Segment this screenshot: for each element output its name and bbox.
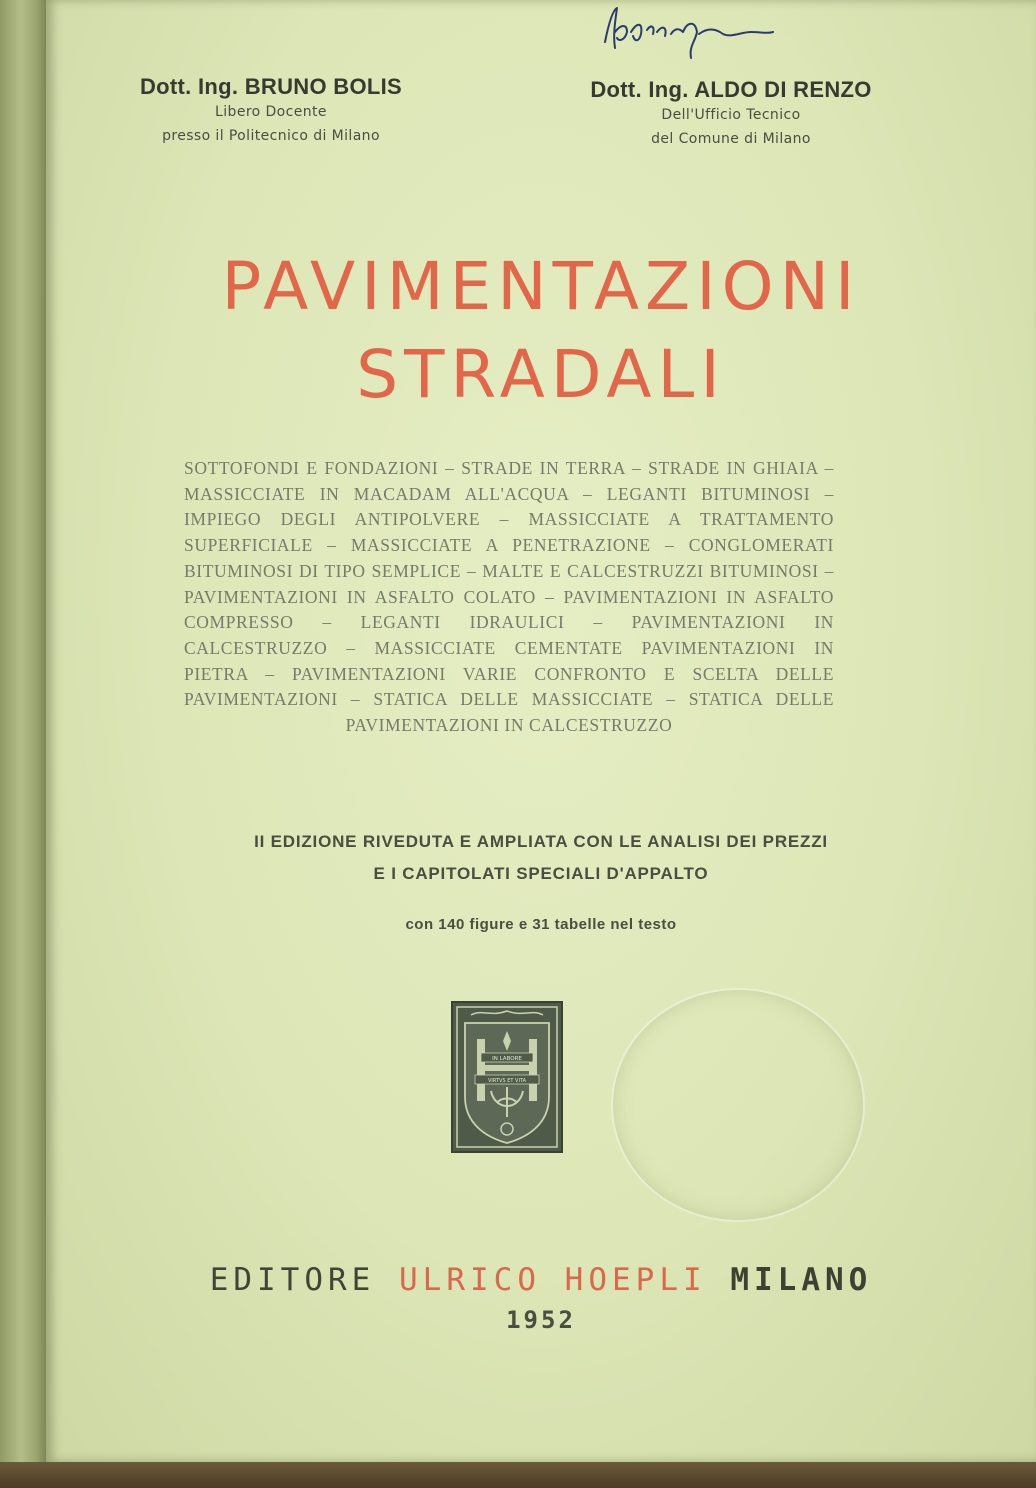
author-affiliation-line: Dell'Ufficio Tecnico [661,107,801,123]
author-di-renzo [552,77,910,151]
publication-year: 1952 [506,1306,576,1334]
emblem-motto-top: IN LABORE [492,1056,522,1062]
contents-summary: SOTTOFONDI E FONDAZIONI – STRADE IN TERRA – STRADE IN GHIAIA – MASSICCIATE IN MACADAM ALL'ACQUA – LEGANTI BITUMINOSI – IMPIEGO DEGLI ANTIPOLVERE – MASSICCIATE A TRATTAMENTO SUPERFICIALE – MASSICCIATE A PENETRAZIONE – CONGLOMERATI BITUMINOSI DI TIPO SEMPLICE – MALTE E CALCESTRUZZI BITUMINOSI – PAVIMENTAZIONI IN ASFALTO COLATO – PAVIMENTAZIONI IN ASFALTO COMPRESSO – LEGANTI IDRAULICI – PAVIMENTAZIONI IN CALCESTRUZZO – MASSICCIATE CEMENTATE PAVIMENTAZIONI IN PIETRA – PAVIMENTAZIONI VARIE CONFRONTO E SCELTA DELLE PAVIMENTAZIONI – STATICA DELLE MASSICCIATE – STATICA DELLE PAVIMENTAZIONI IN CALCESTRUZZO [184,458,834,736]
author-name: Dott. Ing. BRUNO BOLIS [139,74,403,99]
author-name: Dott. Ing. ALDO DI RENZO [590,77,872,102]
figures-note: con 140 figure e 31 tabelle nel testo [405,916,677,933]
handwritten-signature [591,2,781,64]
author-bolis [106,74,436,148]
publisher-label: EDITORE [209,1262,376,1298]
book-title-line-1: PAVIMENTAZIONI [221,248,861,325]
author-affiliation-line: del Comune di Milano [651,131,811,147]
title-page [46,0,1036,1462]
book-spine-gutter [0,0,46,1488]
book-bottom-edge [0,1462,1036,1488]
emblem-motto-bottom: VIRTVS ET VITA [487,1078,527,1084]
embossed-seal [611,988,865,1222]
book-title-line-2: STRADALI [356,336,726,413]
edition-note-line-2: E I CAPITOLATI SPECIALI D'APPALTO [373,864,709,883]
author-affiliation-line: presso il Politecnico di Milano [162,128,380,144]
author-affiliation-line: Libero Docente [215,104,327,120]
publisher-emblem-icon [451,1001,563,1153]
publisher-imprint [46,1262,1036,1298]
publisher-name: ULRICO HOEPLI [399,1262,707,1298]
publisher-city: MILANO [730,1262,873,1298]
edition-note-line-1: II EDIZIONE RIVEDUTA E AMPLIATA CON LE ANALISI DEI PREZZI [254,832,828,851]
